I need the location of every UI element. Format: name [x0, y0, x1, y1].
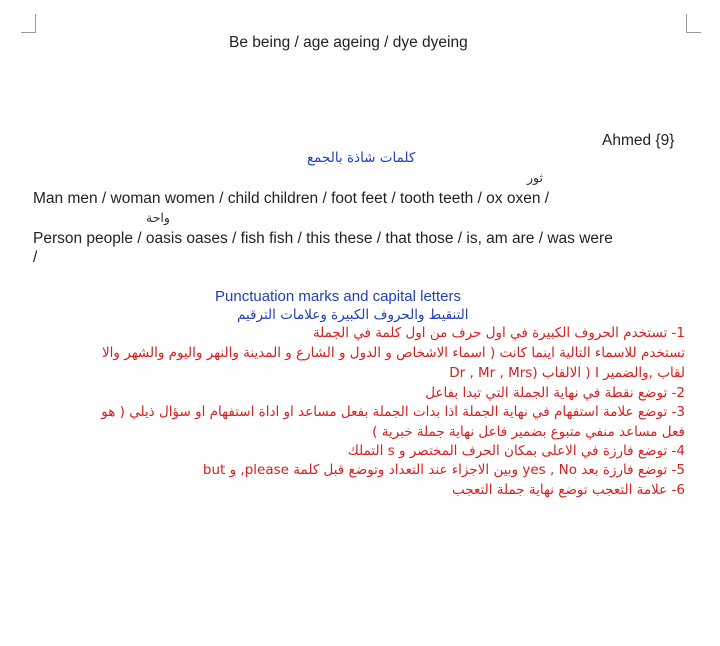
rule-5: 5- توضع فارزة بعد yes , No وبين الاجزاء عند التعداد وتوضع قبل كلمة please, و but — [202, 462, 685, 478]
rule-1-continued-b: لقاب ,والضمير I ( الالقاب (Dr , Mr , Mrs — [449, 365, 685, 381]
author-label: Ahmed {9} — [602, 132, 675, 149]
plurals-line-1: Man men / woman women / child children / foot feet / tooth teeth / ox oxen / — [33, 190, 550, 207]
page-corner-mark-right — [686, 14, 701, 33]
rule-4: 4- توضع فارزة في الاعلى بمكان الحرف المختصر و s التملك — [347, 443, 685, 459]
rule-1-continued-a: تستخدم للاسماء التالية اينما كانت ( اسماء الاشخاص و الدول و الشارع و المدينة والنهر واليوم والشهر والا — [101, 345, 685, 361]
irregular-plurals-heading: كلمات شاذة بالجمع — [307, 150, 416, 166]
rule-2: 2- توضع نقطة في نهاية الجملة التي تبدا بفاعل — [425, 385, 685, 401]
punctuation-heading-en: Punctuation marks and capital letters — [215, 288, 461, 305]
rule-1: 1- تستخدم الحروف الكبيرة في اول حرف من اول كلمة في الجملة — [312, 325, 685, 341]
punctuation-heading-ar: التنقيط والحروف الكبيرة وعلامات الترقيم — [237, 307, 469, 323]
rule-3-continued: فعل مساعد منفي متبوع بضمير فاعل نهاية جملة خبرية ) — [372, 424, 685, 440]
page-title: Be being / age ageing / dye dyeing — [229, 34, 468, 51]
plurals-line-2: Person people / oasis oases / fish fish / this these / that those / is, am are / was were — [33, 230, 613, 247]
rule-3: 3- توضع علامة استفهام في نهاية الجملة اذا بدات الجملة بفعل مساعد او اداة استفهام او سؤال ذيلي ( هو — [101, 404, 685, 420]
page-corner-mark-left — [21, 14, 36, 33]
gloss-oasis: واحة — [146, 210, 170, 225]
rule-6: 6- علامة التعجب توضع نهاية جملة التعجب — [452, 482, 685, 498]
gloss-ox: ثور — [527, 170, 543, 185]
plurals-line-3: / — [33, 249, 38, 266]
